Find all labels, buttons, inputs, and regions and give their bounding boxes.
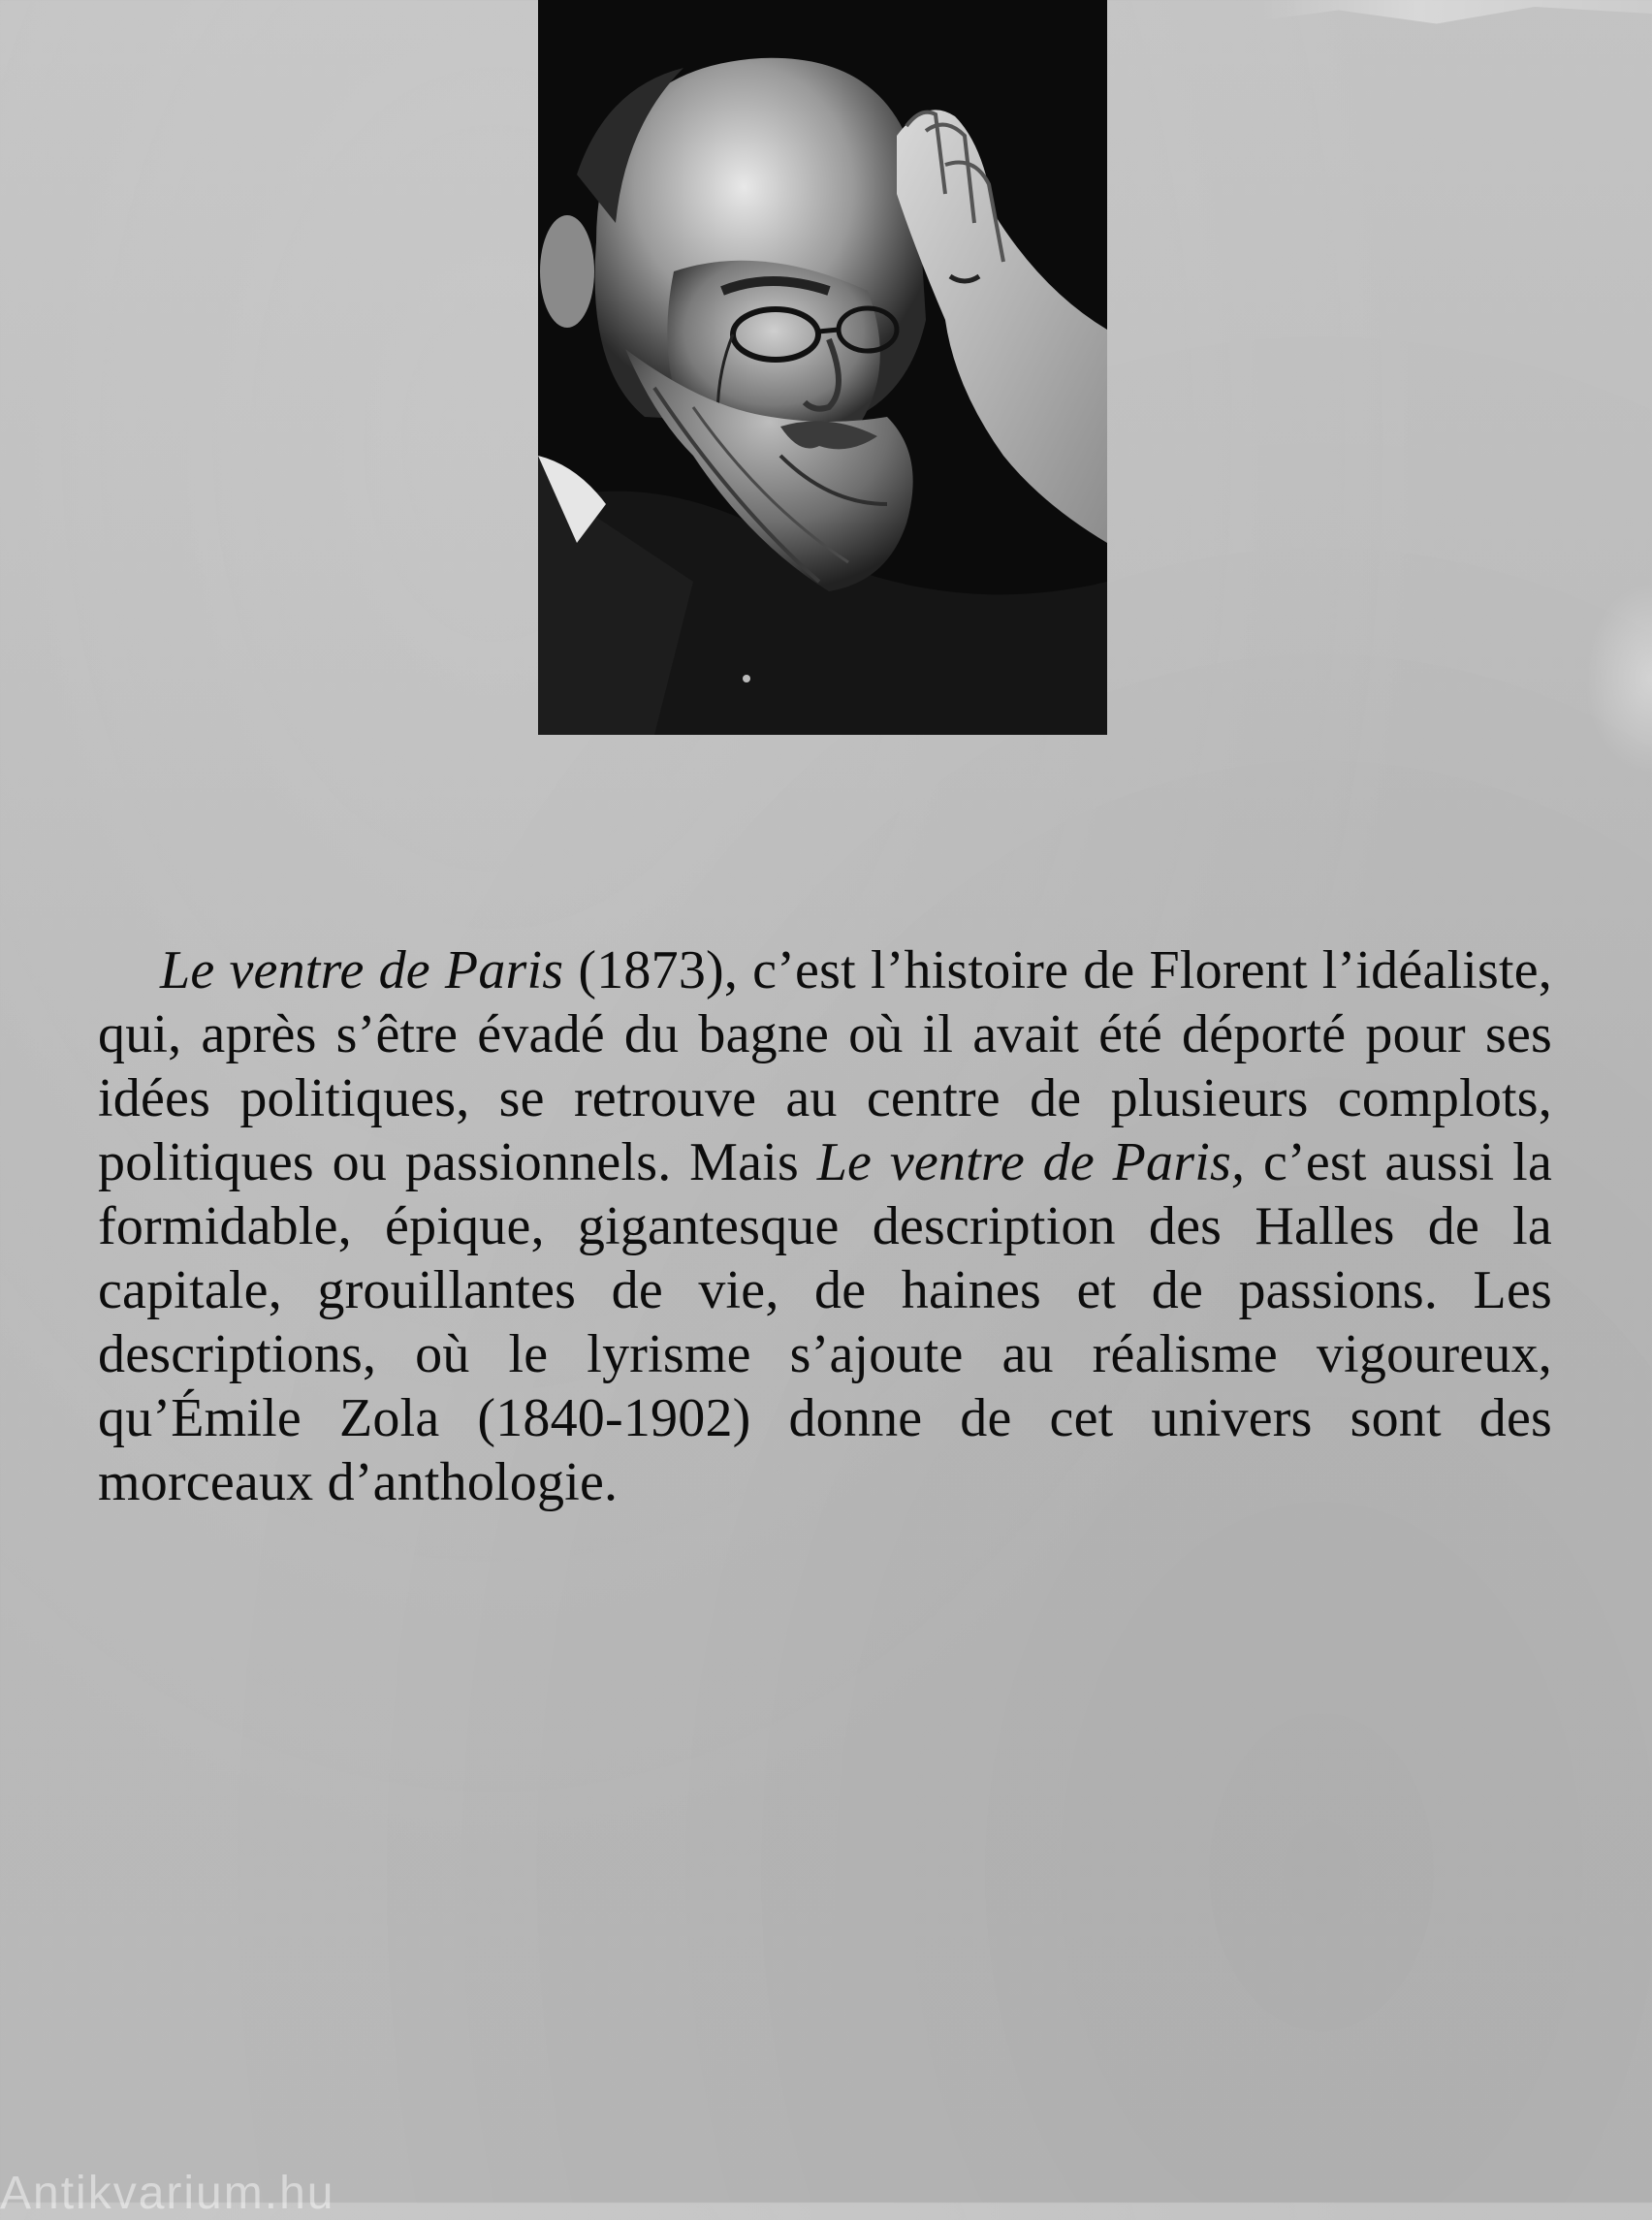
description-part-1: (1873), c’est l’histoire de Florent l’idéaliste, qui, après s’être évadé du bagne où il avait été déporté pour ses idées politiques, se retrouve au centre de plusieurs complots, politiques ou passionnels. Mais	[98, 940, 1552, 1192]
cover-wear-mark	[1260, 0, 1652, 68]
book-description	[98, 938, 1552, 1514]
description-part-2: c’est aussi la formidable, épique, gigantesque description des Halles de la capitale, grouillantes de vie, de haines et de passions. Les descriptions, où le lyrisme s’ajoute au réalisme vigoureux, qu’Émile Zola (1840-1902) donne de cet univers sont des morceaux d’anthologie.	[98, 1132, 1552, 1512]
book-title-italic-2: Le ventre de Paris,	[816, 1132, 1246, 1192]
portrait-illustration	[538, 0, 1107, 735]
book-title-italic: Le ventre de Paris	[160, 940, 564, 1000]
watermark-text: Antikvarium.hu	[0, 2168, 335, 2219]
author-portrait	[538, 0, 1107, 735]
cover-wear-mark-right	[1584, 582, 1652, 776]
